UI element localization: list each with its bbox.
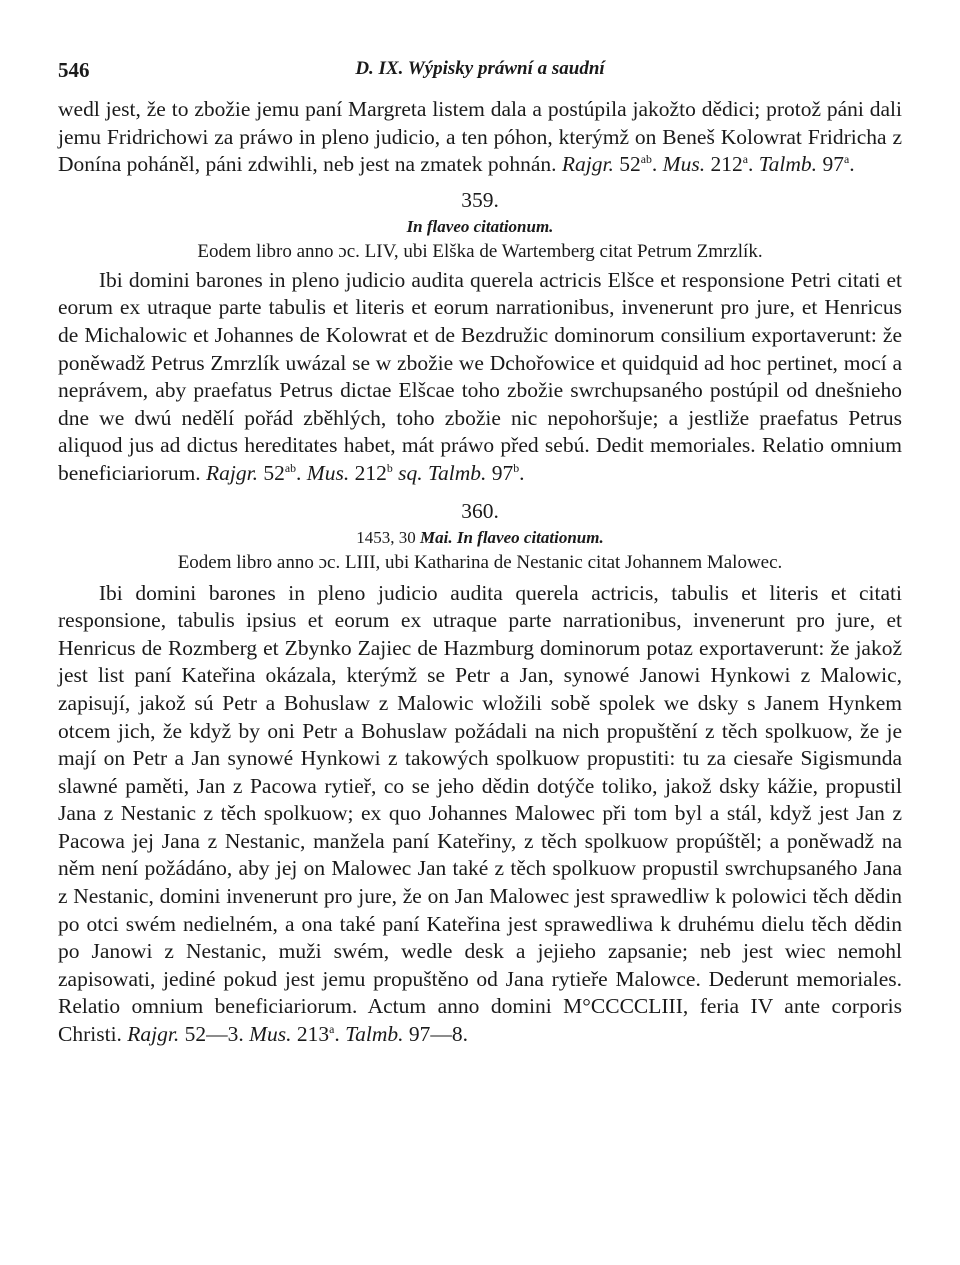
citation-source: Talmb. xyxy=(345,1022,404,1047)
entry-text: Ibi domini barones in pleno judicio audita querela actricis Elšce et responsione Petri citati et eorum ex utraque parte tabulis et literis et eorum narrationibus, invenerunt pro jure, et Henricus de Michalowic et Johannes de Kolowrat et de Bezdružic dominorum consilium exportaverunt: že poněwadž Petrus Zmrzlík uwázal se w zbožie we Dchořowice et quidquid ad hoc pertinet, mocí a neprávem, aby praefatus Petrus dictae Elšcae toho zbožie swrchupsaného postúpil od dnešnieho dne we dwú nedělí pořád zběhlých, toho zbožie nic nepohoršuje; a jestliže praefatus Petrus aliquod jus ad dictus hereditates habet, mát práwo před sebú. Dedit memoriales. Relatio omnium beneficiariorum. xyxy=(58,267,902,485)
entry-360 xyxy=(58,496,902,1049)
citation-source: Mus. xyxy=(249,1022,292,1047)
entry-subtitle: In flaveo citationum. xyxy=(406,216,554,236)
citation-superscript: b xyxy=(386,460,393,475)
entry-number: 359. xyxy=(461,187,499,212)
citation-value: 212 xyxy=(354,460,387,485)
entry-date: 1453, 30 xyxy=(356,527,416,547)
citation-value: 213 xyxy=(296,1022,330,1047)
citation-source: Rajgr. xyxy=(561,152,614,177)
citation-value: 212 xyxy=(710,152,743,177)
entry-number: 360. xyxy=(461,498,499,523)
page-header xyxy=(58,58,902,90)
citation-source: Talmb. xyxy=(427,460,487,485)
citation-source: Mus. xyxy=(662,152,706,177)
entry-heading: Eodem libro anno ɔc. LIII, ubi Katharina de Nestanic citat Johannem Malowec. xyxy=(177,551,783,573)
entry-body: Ibi domini barones in pleno judicio audita querela actricis Elšce et responsione Petri citati et eorum ex utraque parte tabulis et literis et eorum narrationibus, invenerunt pro jure, et Henricus de Michalowic et Johannes de Kolowrat et de Bezdružic dominorum consilium exportaverunt: že poněwadž Petrus Zmrzlík uwázal se w zbožie we Dchořowice et quidquid ad hoc pertinet, mocí a neprávem, aby praefatus Petrus dictae Elšcae toho zbožie swrchupsaného postúpil od dnešnieho dne we dwú nedělí pořád zběhlých, toho zbožie nic nepohoršuje; a jestliže praefatus Petrus aliquod jus ad dictus hereditates habet, mát práwo před sebú. Dedit memoriales. Relatio omnium beneficiariorum. Rajgr. $52^{ab}$. Mus. 212$^b$ sq. Talmb. 97$^b$. xyxy=(58,267,902,485)
citation-sequence: sq. xyxy=(398,460,423,485)
entry-body: Ibi domini barones in pleno judicio audita querela actricis, tabulis et literis et citati responsione, tabulis ipsius et eorum ex utraque parte narrationibus, invenerunt pro jure, et Henricus de Rozmberg et Zbynko Zajiec de Hazmburg dominorum potaz exportaverunt: že jakož jest list paní Kateřina okázala, kterýmž se Petr a Jan, synowé Janowi Hynkowi z Malowic, zapisují, jakož sú Petr a Bohuslaw z Malowic wložili sobě spolek we dsky s Janem Hynkem otcem jich, že když by oni Petr a Bohuslaw požádali na nich propuštění z těch spolkuow, že je mají on Petr a Jan synowé Hynkowi z takowých spolkuow propustiti: tu za ciesaře Sigismunda slawné paměti, Jan z Pacowa rytieř, co se jeho dědin dotýče toliko, jakož dsky kážie, propustil Jana z Nestanic z těch spolkuow; ex quo Johannes Malowec při tom byl a stál, když jest Jan z Pacowa jej Jana z Nestanic, manžela paní Kateřiny, z těch spolkuow propúštěl; a poněwadž na něm není požádáno, aby jej on Malowec Jan také z těch spolkuow propustil swrchupsaného Jana z Nestanic, domini invenerunt pro jure, že on Jan Malowec jest sprawedliw k polowici těch dědin po otci swém nedielném, a ona také paní Kateřina jest sprawedliwa k druhému dielu těch dědin po Janowi z Nestanic, muži swém, wedle desk a jejieho zapsanie; neb jest wiec nemohl zapisowati, jediné pokud jest jemu propuštěno od Jana rytieře Malowce. Dederunt memoriales. Relatio omnium beneficiariorum. Actum anno domini M°CCCCLIII, feria IV ante corporis Christi. Rajgr. 52—3. Mus. 213$^a$. Talmb. 97—8. xyxy=(58,580,902,1047)
intro-text: wedl jest, že to zbožie jemu paní Margreta listem dala a postúpila jakožto dědici; protož páni dali jemu Fridrichowi za práwo in pleno judicio, a ten póhon, kterýmž on Beneš Kolowrat Fridricha z Donína poháněl, páni zdwihli, neb jest na zmatek pohnán. xyxy=(58,97,902,177)
entry-subtitle: Mai. In flaveo citationum. xyxy=(420,527,604,547)
citation-value: 97—8. xyxy=(408,1022,469,1047)
citation-superscript: a xyxy=(742,152,748,167)
entry-359 xyxy=(58,185,902,488)
citation-source: Mus. xyxy=(306,460,350,485)
citation-superscript: b xyxy=(513,460,520,475)
citation-value: 97 xyxy=(822,152,844,177)
citation-source: Talmb. xyxy=(758,152,818,177)
running-head: D. IX. Wýpisky práwní a saudní xyxy=(355,58,605,79)
citation-source: Rajgr. xyxy=(127,1022,180,1047)
citation-value: 52—3. xyxy=(184,1022,244,1047)
entry-text: Ibi domini barones in pleno judicio audita querela actricis, tabulis et literis et citati responsione, tabulis ipsius et eorum ex utraque parte narrationibus, invenerunt pro jure, et Henricus de Rozmberg et Zbynko Zajiec de Hazmburg dominorum potaz exportaverunt: že jakož jest list paní Kateřina okázala, kterýmž se Petr a Jan, synowé Janowi Hynkowi z Malowic, zapisují, jakož sú Petr a Bohuslaw z Malowic wložili sobě spolek we dsky s Janem Hynkem otcem jich, že když by oni Petr a Bohuslaw požádali na nich propuštění z těch spolkuow, že je mají on Petr a Jan synowé Hynkowi z takowých spolkuow propustiti: tu za ciesaře Sigismunda slawné paměti, Jan z Pacowa rytieř, co se jeho dědin dotýče toliko, jakož dsky kážie, propustil Jana z Nestanic z těch spolkuow; ex quo Johannes Malowec při tom byl a stál, když jest Jan z Pacowa jej Jana z Nestanic, manžela paní Kateřiny, z těch spolkuow propúštěl; a poněwadž na něm není požádáno, aby jej on Malowec Jan také z těch spolkuow propustil swrchupsaného Jana z Nestanic, domini invenerunt pro jure, že on Jan Malowec jest sprawedliw k polowici těch dědin po otci swém nedielném, a ona také paní Kateřina jest sprawedliwa k druhému dielu těch dědin po Janowi z Nestanic, muži swém, wedle desk a jejieho zapsanie; neb jest wiec nemohl zapisowati, jediné pokud jest jemu propuštěno od Jana rytieře Malowce. Dederunt memoriales. Relatio omnium beneficiariorum. Actum anno domini M°CCCCLIII, feria IV ante corporis Christi. xyxy=(58,580,902,1047)
entry-subtitle-line xyxy=(58,526,902,550)
citation-superscript: a xyxy=(329,1021,335,1036)
citation-value: 52 xyxy=(263,460,285,485)
entry-heading: Eodem libro anno ɔc. LIV, ubi Elška de Wartemberg citat Petrum Zmrzlík. xyxy=(197,240,763,262)
intro-paragraph: wedl jest, že to zbožie jemu paní Margreta listem dala a postúpila jakožto dědici; protož páni dali jemu Fridrichowi za práwo in pleno judicio, a ten póhon, kterýmž on Beneš Kolowrat Fridricha z Donína poháněl, páni zdwihli, neb jest na zmatek pohnán. Rajgr. $52^{ab}$. Mus. 212$^a$. Talmb. 97$^a$. xyxy=(58,97,902,177)
citation-value: 52 xyxy=(619,152,641,177)
citation-superscript: ab xyxy=(284,460,297,475)
citation-source: Rajgr. xyxy=(206,460,259,485)
page-number: 546 xyxy=(58,58,90,82)
citation-value: 97 xyxy=(491,460,514,485)
citation-superscript: ab xyxy=(640,152,652,167)
citation-superscript: a xyxy=(843,152,850,167)
